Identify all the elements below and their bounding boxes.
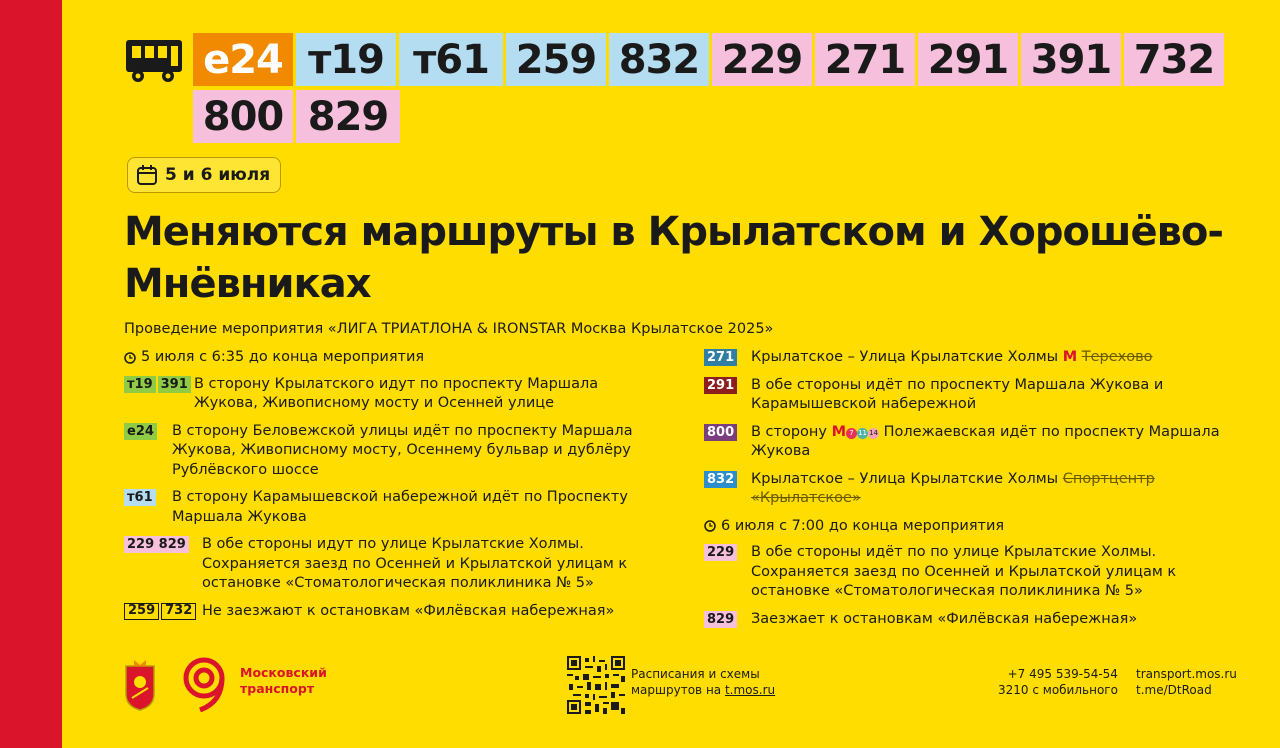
contact-phones — [998, 666, 1118, 698]
schedule-info: Расписания и схемы маршрутов на t.mos.ru — [631, 667, 776, 697]
website-link[interactable]: transport.mos.ru — [1136, 667, 1237, 681]
mobile-number: 3210 с мобильного — [998, 683, 1118, 697]
metro-line-badge: 7 — [846, 428, 857, 439]
moscow-transport-logo-icon — [180, 656, 232, 712]
route-tag: 271 — [704, 349, 737, 366]
item-text: В сторону — [751, 423, 827, 440]
clock-icon — [124, 352, 136, 364]
list-item — [704, 610, 1224, 630]
route-chip: 391 — [1021, 33, 1121, 86]
event-subtitle: Проведение мероприятия «ЛИГА ТРИАТЛОНА & IRONSTAR Москва Крылатское 2025» — [124, 321, 774, 337]
list-item — [124, 488, 644, 527]
red-side-bar — [0, 0, 62, 748]
left-column — [124, 348, 644, 629]
period-heading: 5 июля с 6:35 до конца мероприятия — [124, 348, 644, 368]
item-text: В обе стороны идёт по проспекту Маршала Жукова и Карамышевской набережной — [751, 376, 1164, 412]
item-text: Не заезжают к остановкам «Филёвская набережная» — [202, 602, 615, 619]
date-text: 5 и 6 июля — [165, 165, 271, 185]
item-text: В обе стороны идут по улице Крылатские Холмы. Сохраняется заезд по Осенней и Крылатской улицам к остановке «Стоматологическая поликлиника № 5» — [202, 536, 628, 591]
cancelled-stop: Терехово — [1081, 349, 1153, 365]
calendar-icon — [136, 164, 158, 186]
route-chip: 259 — [506, 33, 606, 86]
clock-icon — [704, 520, 716, 532]
route-chip: е24 — [193, 33, 293, 86]
route-chip: 271 — [815, 33, 915, 86]
metro-icon: M — [831, 423, 847, 440]
route-chip: 829 — [296, 90, 400, 143]
route-chip: 229 — [712, 33, 812, 86]
date-badge — [127, 157, 281, 193]
route-tag: т19 — [124, 376, 156, 393]
list-item — [124, 375, 644, 414]
bus-icon — [124, 38, 186, 84]
list-item — [704, 423, 1224, 462]
route-chip: 800 — [193, 90, 293, 143]
qr-code-icon[interactable] — [567, 656, 625, 714]
route-tag: 291 — [704, 377, 737, 394]
route-tag: 229 829 — [124, 536, 189, 553]
list-item — [704, 348, 1224, 368]
route-tag: е24 — [124, 423, 157, 440]
moscow-coat-of-arms-icon — [124, 658, 156, 712]
list-item — [704, 543, 1224, 602]
route-chip: т61 — [399, 33, 503, 86]
route-tag: 800 — [704, 424, 737, 441]
item-text: Полежаевская идёт по проспекту Маршала Жукова — [751, 423, 1220, 459]
route-chip: 832 — [609, 33, 709, 86]
brand-name: Московский транспорт — [240, 665, 327, 696]
route-tag: 832 — [704, 471, 737, 488]
route-tag: т61 — [124, 489, 156, 506]
list-item — [124, 602, 644, 622]
route-tag: 829 — [704, 611, 737, 628]
item-text: Заезжает к остановкам «Филёвская набережная» — [751, 610, 1138, 627]
page-title: Меняются маршруты в Крылатском и Хорошёво-Мнёвниках — [124, 209, 1223, 307]
route-tag: 229 — [704, 544, 737, 561]
list-item — [124, 422, 644, 481]
metro-line-badge: 11 — [858, 428, 867, 437]
schedule-link[interactable]: t.mos.ru — [724, 683, 776, 697]
item-text: В обе стороны идёт по по улице Крылатские Холмы. Сохраняется заезд по Осенней и Крылатской улицам к остановке «Стоматологическая поликлиника № 5» — [751, 544, 1177, 599]
item-text: Крылатское – Улица Крылатские Холмы — [751, 470, 1059, 487]
list-item — [704, 376, 1224, 415]
route-chip: 732 — [1124, 33, 1224, 86]
item-text: В сторону Крылатского идут по проспекту Маршала Жукова, Живописному мосту и Осенней улице — [194, 375, 599, 411]
route-chip: 291 — [918, 33, 1018, 86]
item-text: В сторону Карамышевской набережной идёт по Проспекту Маршала Жукова — [172, 489, 628, 525]
route-numbers — [193, 33, 1233, 143]
route-tag: 259 — [124, 603, 159, 620]
route-chip: т19 — [296, 33, 396, 86]
phone-number[interactable]: +7 495 539-54-54 — [1007, 667, 1118, 681]
item-text: Крылатское – Улица Крылатские Холмы — [751, 349, 1059, 365]
route-tag: 391 — [158, 376, 191, 393]
cancelled-stop: Спортцентр «Крылатское» — [751, 470, 1155, 506]
metro-line-badge: 14 — [869, 428, 878, 437]
right-column — [704, 348, 1224, 637]
route-tag: 732 — [161, 603, 196, 620]
list-item — [124, 535, 644, 594]
metro-icon: M — [1062, 349, 1078, 365]
period-heading: 6 июля с 7:00 до конца мероприятия — [704, 517, 1224, 537]
contact-links — [1136, 666, 1237, 698]
list-item — [704, 470, 1224, 509]
telegram-link[interactable]: t.me/DtRoad — [1136, 683, 1212, 697]
item-text: В сторону Беловежской улицы идёт по проспекту Маршала Жукова, Живописному мосту, Осеннему бульвар и дублёру Рублёвского шоссе — [172, 422, 633, 478]
